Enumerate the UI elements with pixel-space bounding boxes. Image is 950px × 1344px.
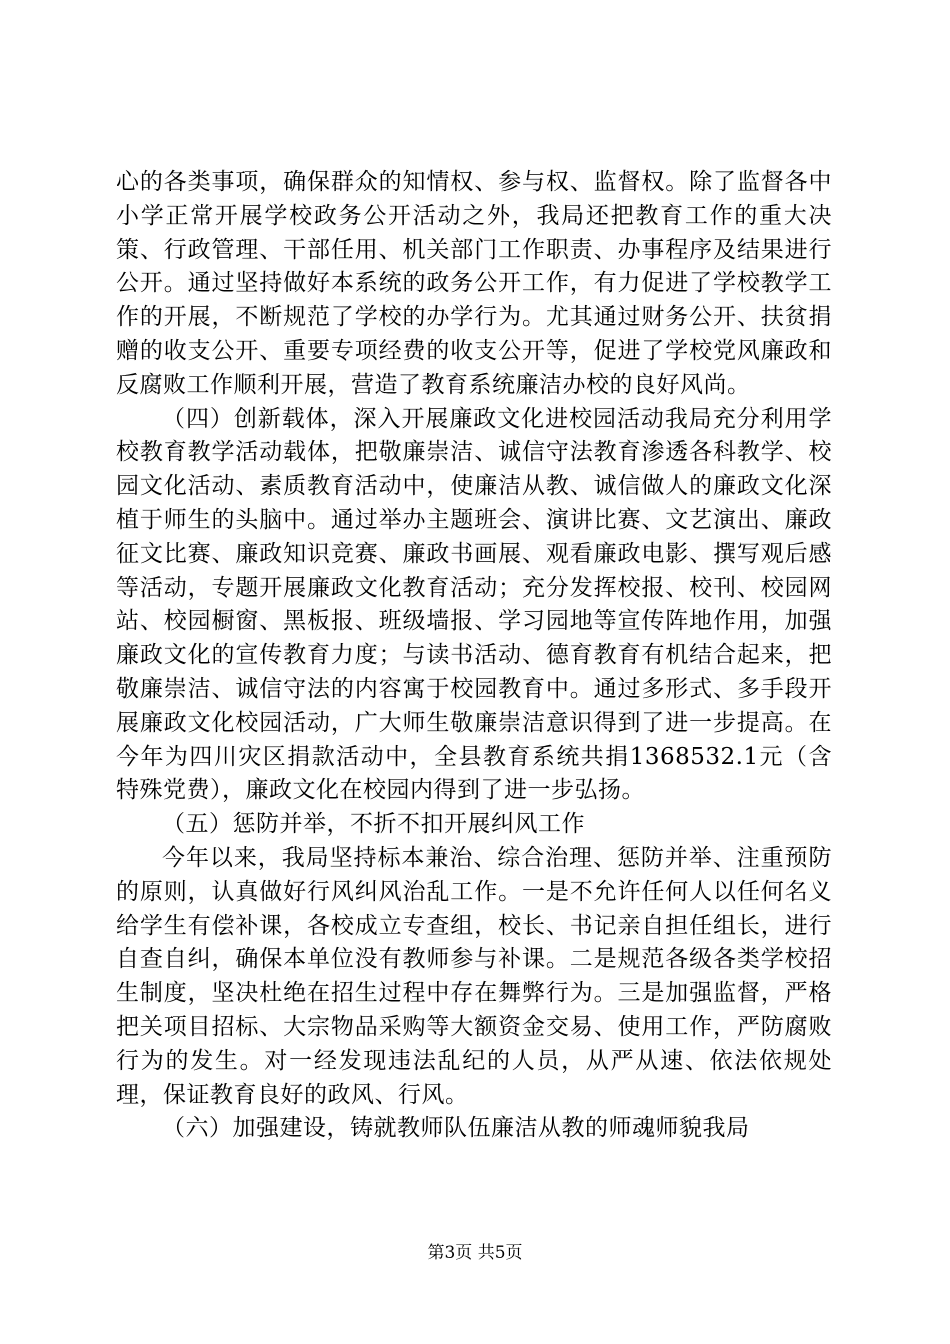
document-body (116, 166, 832, 1146)
section-five-heading: （五）惩防并举，不折不扣开展纠风工作 (162, 811, 585, 838)
paragraph-section-four: （四）创新载体，深入开展廉政文化进校园活动我局充分利用学校教育教学活动载体，把敬廉崇洁、诚信守法教育渗透各科教学、校园文化活动、素质教育活动中，使廉洁从教、诚信做人的廉政文化深植于师生的头脑中。通过举办主题班会、演讲比赛、文艺演出、廉政征文比赛、廉政知识竞赛、廉政书画展、观看廉政电影、撰写观后感等活动，专题开展廉政文化教育活动；充分发挥校报、校刊、校园网站、校园橱窗、黑板报、班级墙报、学习园地等宣传阵地作用，加强廉政文化的宣传教育力度；与读书活动、德育教育有机结合起来，把敬廉崇洁、诚信守法的内容寓于校园教育中。通过多形式、多手段开展廉政文化校园活动，广大师生敬廉崇洁意识得到了进一步提高。在今年为四川灾区捐款活动中，全县教育系统共捐1368532.1元（含特殊党费），廉政文化在校园内得到了进一步弘扬。 (116, 405, 832, 804)
paragraph-section-five-body: 今年以来，我局坚持标本兼治、综合治理、惩防并举、注重预防的原则，认真做好行风纠风治乱工作。一是不允许任何人以任何名义给学生有偿补课，各校成立专查组，校长、书记亲自担任组长，进行自查自纠，确保本单位没有教师参与补课。二是规范各级各类学校招生制度，坚决杜绝在招生过程中存在舞弊行为。三是加强监督，严格把关项目招标、大宗物品采购等大额资金交易、使用工作，严防腐败行为的发生。对一经发现违法乱纪的人员，从严从速、依法依规处理，保证教育良好的政风、行风。 (116, 844, 832, 1108)
paragraph-section-six-start: （六）加强建设，铸就教师队伍廉洁从教的师魂师貌我局 (162, 1115, 750, 1142)
paragraph-public-affairs-continued: 心的各类事项，确保群众的知情权、参与权、监督权。除了监督各中小学正常开展学校政务公开活动之外，我局还把教育工作的重大决策、行政管理、干部任用、机关部门工作职责、办事程序及结果进行公开。通过坚持做好本系统的政务公开工作，有力促进了学校教学工作的开展，不断规范了学校的办学行为。尤其通过财务公开、扶贫捐赠的收支公开、重要专项经费的收支公开等，促进了学校党风廉政和反腐败工作顺利开展，营造了教育系统廉洁办校的良好风尚。 (116, 169, 832, 398)
page-footer: 第3页 共5页 (427, 1243, 523, 1263)
